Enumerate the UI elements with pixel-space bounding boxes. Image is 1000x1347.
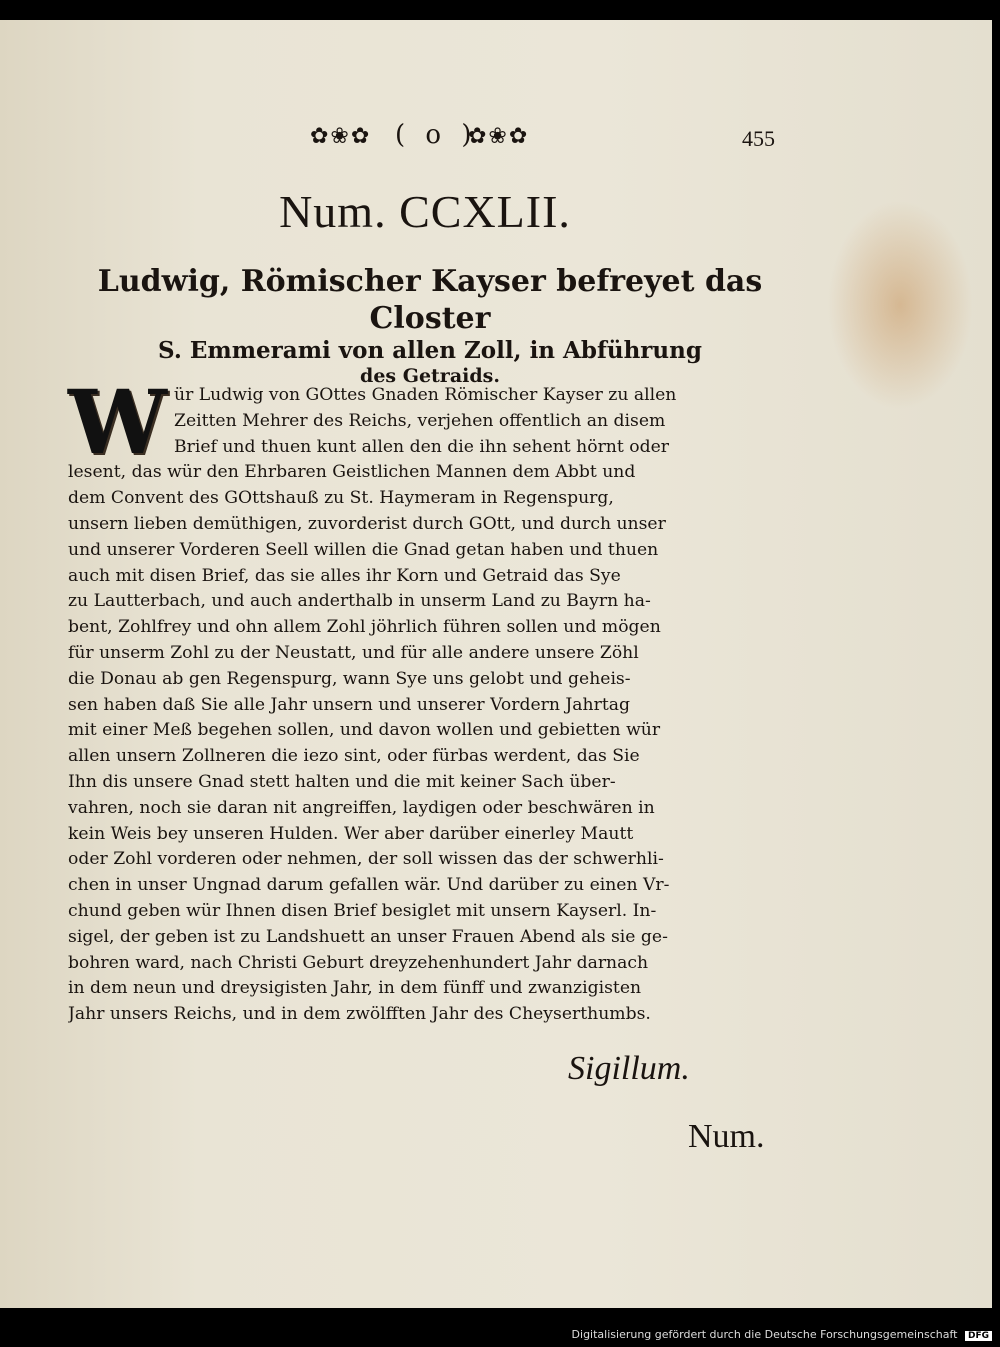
digitization-credit — [572, 1328, 992, 1341]
body-line: chen in unser Ungnad darum gefallen wär. Und darüber zu einen Vr- — [68, 875, 670, 896]
body-line: und unserer Vorderen Seell willen die Gnad getan haben und thuen — [68, 539, 659, 560]
body-line: die Donau ab gen Regenspurg, wann Sye uns gelobt und geheis- — [68, 668, 631, 689]
body-line: vahren, noch sie daran nit angreiffen, laydigen oder beschwären in — [68, 797, 655, 818]
heading-line-3: des Getraids. — [360, 365, 500, 388]
sigillum-label: Sigillum. — [568, 1050, 690, 1087]
body-line: bohren ward, nach Christi Geburt dreyzehenhundert Jahr darnach — [68, 952, 649, 973]
body-line: kein Weis bey unseren Hulden. Wer aber darüber einerley Mautt — [68, 823, 634, 844]
body-line: mit einer Meß begehen sollen, und davon wollen und gebietten wür — [68, 720, 661, 741]
body-line: auch mit disen Brief, das sie alles ihr Korn und Getraid das Sye — [68, 565, 621, 586]
body-line: für unserm Zohl zu der Neustatt, und für alle andere unsere Zöhl — [68, 642, 639, 663]
body-line: ür Ludwig von GOttes Gnaden Römischer Kayser zu allen — [174, 385, 677, 405]
running-header — [300, 118, 800, 158]
body-line: sigel, der geben ist zu Landshuett an unser Frauen Abend als sie ge- — [68, 926, 668, 947]
charter-body-text — [68, 383, 780, 1028]
body-line: bent, Zohlfrey und ohn allem Zohl jöhrlich führen sollen und mögen — [68, 617, 661, 638]
document-number-title: Num. CCXLII. — [279, 186, 571, 237]
book-page — [0, 20, 992, 1308]
catchword: Num. — [688, 1118, 765, 1155]
ornament-left: ✿❀✿ — [310, 124, 372, 149]
document-heading — [70, 264, 790, 388]
body-line: sen haben daß Sie alle Jahr unsern und unserer Vordern Jahrtag — [68, 694, 630, 715]
heading-line-2: S. Emmerami von allen Zoll, in Abführung — [158, 337, 702, 365]
ornament-right: ✿❀✿ — [468, 124, 530, 149]
decorated-initial: W — [68, 370, 167, 474]
header-parens: ( o ) — [395, 120, 478, 150]
body-line: in dem neun und dreysigisten Jahr, in dem fünff und zwanzigisten — [68, 978, 642, 999]
body-line: chund geben wür Ihnen disen Brief besiglet mit unsern Kayserl. In- — [68, 900, 657, 921]
body-line: dem Convent des GOttshauß zu St. Haymeram in Regenspurg, — [68, 488, 614, 509]
body-line: unsern lieben demüthigen, zuvorderist durch GOtt, und durch unser — [68, 513, 666, 534]
body-line: zu Lautterbach, und auch anderthalb in unserm Land zu Bayrn ha- — [68, 591, 651, 612]
body-line: oder Zohl vorderen oder nehmen, der soll wissen das der schwerhli- — [68, 849, 664, 870]
body-line: Jahr unsers Reichs, und in dem zwölfften Jahr des Cheyserthumbs. — [68, 1004, 651, 1025]
credit-text: Digitalisierung gefördert durch die Deutsche Forschungsgemeinschaft — [571, 1328, 958, 1341]
body-line: Brief und thuen kunt allen den die ihn sehent hörnt oder — [174, 436, 669, 457]
dfg-logo: DFG — [965, 1331, 992, 1341]
heading-line-1: Ludwig, Römischer Kayser befreyet das Closter — [97, 264, 763, 336]
body-line: lesent, das wür den Ehrbaren Geistlichen Mannen dem Abbt und — [68, 462, 636, 483]
body-line: Ihn dis unsere Gnad stett halten und die mit keiner Sach über- — [68, 771, 616, 792]
body-line: Zeitten Mehrer des Reichs, verjehen offentlich an disem — [174, 410, 666, 431]
page-number: 455 — [742, 126, 775, 151]
body-line: allen unsern Zollneren die iezo sint, oder fürbas werdent, das Sie — [68, 746, 640, 767]
